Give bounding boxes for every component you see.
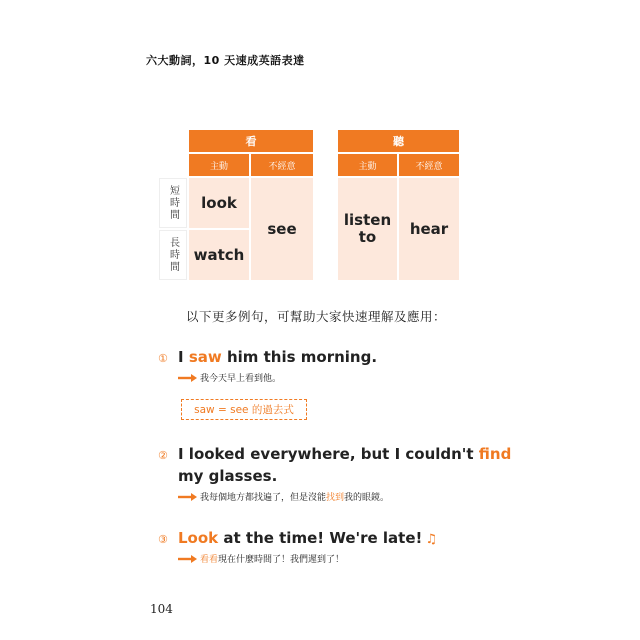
intro-text: 以下更多例句，可幫助大家快速理解及應用： — [186, 309, 447, 324]
example-number: ① — [158, 352, 168, 365]
table-head-see: 看 — [189, 130, 313, 152]
table-subhead-active: 主動 — [189, 154, 249, 176]
example-sentence-1 — [178, 348, 377, 366]
sentence-text: I looked everywhere, but I couldn't — [178, 445, 479, 463]
see-verb-table — [159, 130, 313, 280]
translation-text: 我每個地方都找遍了，但是沒能 — [200, 493, 327, 503]
sentence-text: him this morning. — [221, 348, 378, 366]
example-number: ② — [158, 449, 168, 462]
example-sentence-2-line2: my glasses. — [178, 467, 278, 485]
highlighted-verb: saw — [188, 348, 222, 366]
table-subhead-passive: 不經意 — [399, 154, 459, 176]
cell-look: look — [189, 178, 249, 228]
example-sentence-2-line1 — [178, 445, 511, 463]
sentence-text: at the time! We're late! — [218, 529, 423, 547]
translation-text: 現在什麼時間了！我們遲到了！ — [218, 555, 345, 565]
cell-see: see — [251, 178, 313, 280]
cell-listen-to: listen to — [338, 178, 397, 280]
cell-hear: hear — [399, 178, 459, 280]
highlighted-translation: 看看 — [200, 555, 219, 565]
side-label-long: 長時間 — [159, 230, 187, 280]
highlighted-translation: 找到 — [326, 493, 345, 503]
translation-text: 我的眼鏡。 — [344, 493, 390, 503]
grammar-note-box: saw = see 的過去式 — [181, 399, 307, 420]
sentence-text: I — [178, 348, 189, 366]
table-head-hear: 聽 — [338, 130, 459, 152]
side-label-short: 短時間 — [159, 178, 187, 228]
translation-2 — [178, 490, 389, 503]
table-subhead-passive: 不經意 — [251, 154, 313, 176]
hear-verb-table — [338, 130, 459, 280]
translation-1 — [178, 371, 281, 384]
right-arrow-icon — [178, 554, 198, 564]
translation-text: 我今天早上看到他。 — [200, 374, 282, 384]
page-number: 104 — [150, 602, 173, 616]
right-arrow-icon — [178, 373, 198, 383]
highlighted-verb: Look — [178, 529, 219, 547]
music-note-icon: ♫ — [425, 532, 437, 547]
duration-column — [159, 178, 187, 280]
page-header-title: 六大動詞，10 天速成英語表達 — [146, 54, 305, 67]
example-number: ③ — [158, 533, 168, 546]
highlighted-verb: find — [478, 445, 512, 463]
right-arrow-icon — [178, 492, 198, 502]
table-subhead-active: 主動 — [338, 154, 397, 176]
cell-watch: watch — [189, 230, 249, 280]
example-sentence-3 — [178, 529, 437, 547]
translation-3 — [178, 552, 344, 565]
